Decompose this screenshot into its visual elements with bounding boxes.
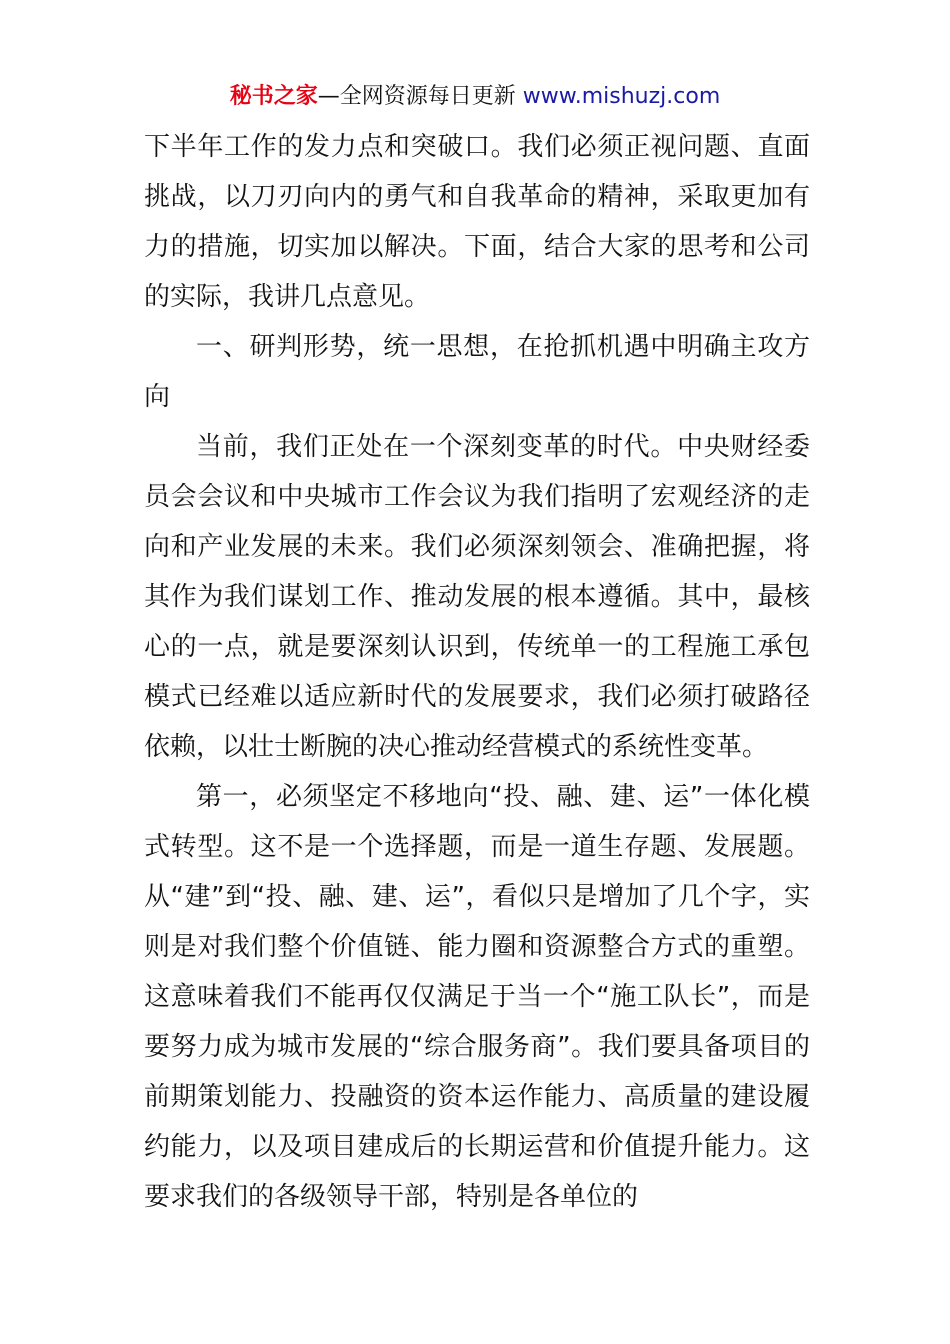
site-tagline: —全网资源每日更新 — [317, 84, 516, 109]
site-brand: 秘书之家 — [229, 84, 318, 109]
paragraph: 第一，必须坚定不移地向“投、融、建、运”一体化模式转型。这不是一个选择题，而是一道生存题、发展题。从“建”到“投、融、建、运”，看似只是增加了几个字，实则是对我们整个价值链、能力圈和资源整合方式的重塑。这意味着我们不能再仅仅满足于当一个“施工队长”，而是要努力成为城市发展的“综合服务商”。我们要具备项目的前期策划能力、投融资的资本运作能力、高质量的建设履约能力，以及项目建成后的长期运营和价值提升能力。这要求我们的各级领导干部，特别是各单位的 — [144, 782, 810, 1212]
section-heading: 一、研判形势，统一思想，在抢抓机遇中明确主攻方向 — [144, 332, 810, 412]
paragraph-continuation: 下半年工作的发力点和突破口。我们必须正视问题、直面挑战，以刀刃向内的勇气和自我革命的精神，采取更加有力的措施，切实加以解决。下面，结合大家的思考和公司的实际，我讲几点意见。 — [144, 132, 810, 312]
site-url-link[interactable]: www.mishuzj.com — [522, 84, 721, 109]
document-body — [144, 122, 810, 1222]
paragraph: 当前，我们正处在一个深刻变革的时代。中央财经委员会会议和中央城市工作会议为我们指明了宏观经济的走向和产业发展的未来。我们必须深刻领会、准确把握，将其作为我们谋划工作、推动发展的根本遵循。其中，最核心的一点，就是要深刻认识到，传统单一的工程施工承包模式已经难以适应新时代的发展要求，我们必须打破路径依赖，以壮士断腕的决心推动经营模式的系统性变革。 — [144, 432, 810, 762]
page-header — [0, 82, 950, 112]
